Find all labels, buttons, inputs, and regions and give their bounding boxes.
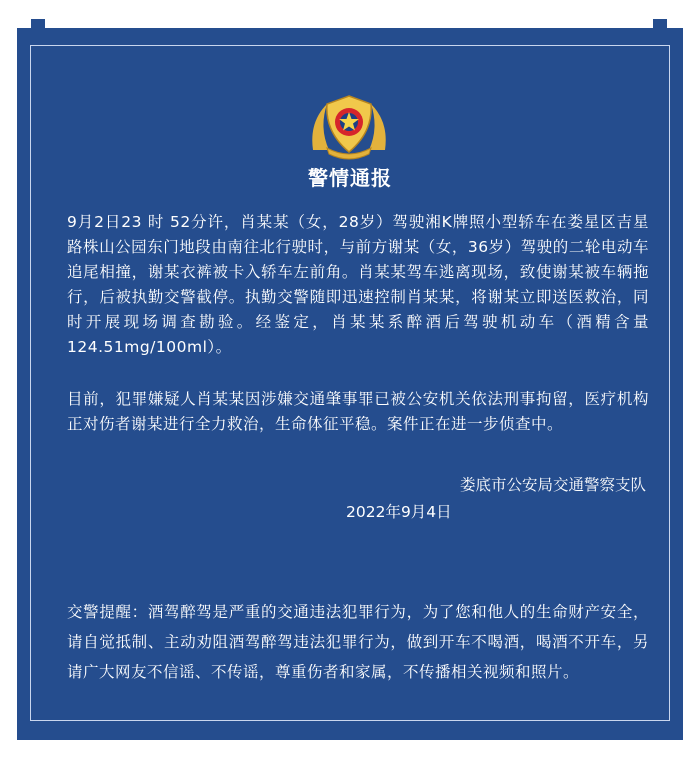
page-title: 警情通报 [308,166,392,190]
traffic-police-reminder: 交警提醒：酒驾醉驾是严重的交通违法犯罪行为，为了您和他人的生命财产安全，请自觉抵制、主动劝阻酒驾醉驾违法犯罪行为，做到开车不喝酒，喝酒不开车，另请广大网友不信谣、不传谣，尊重伤者和家属，不传播相关视频和照片。 [67,603,649,681]
issuer-signature: 娄底市公安局交通警察支队 [459,476,646,494]
notice-paragraph-1: 9月2日23 时 52分许，肖某某（女，28岁）驾驶湘K牌照小型轿车在娄星区吉星路株山公园东门地段由南往北行驶时，与前方谢某（女，36岁）驾驶的二轮电动车追尾相撞，谢某衣裤被卡入轿车左前角。肖某某驾车逃离现场，致使谢某被车辆拖行，后被执勤交警截停。执勤交警随即迅速控制肖某某，将谢某立即送医救治，同时开展现场调查勘验。经鉴定，肖某某系醉酒后驾驶机动车（酒精含量124.51mg/100ml）。 [67,213,649,356]
issue-date: 2022年9月4日 [346,503,452,521]
police-emblem-icon [305,92,393,162]
notice-paragraph-2: 目前，犯罪嫌疑人肖某某因涉嫌交通肇事罪已被公安机关依法刑事拘留，医疗机构正对伤者谢某进行全力救治，生命体征平稳。案件正在进一步侦查中。 [67,390,649,433]
corner-decoration [31,19,45,33]
corner-decoration [653,19,667,33]
